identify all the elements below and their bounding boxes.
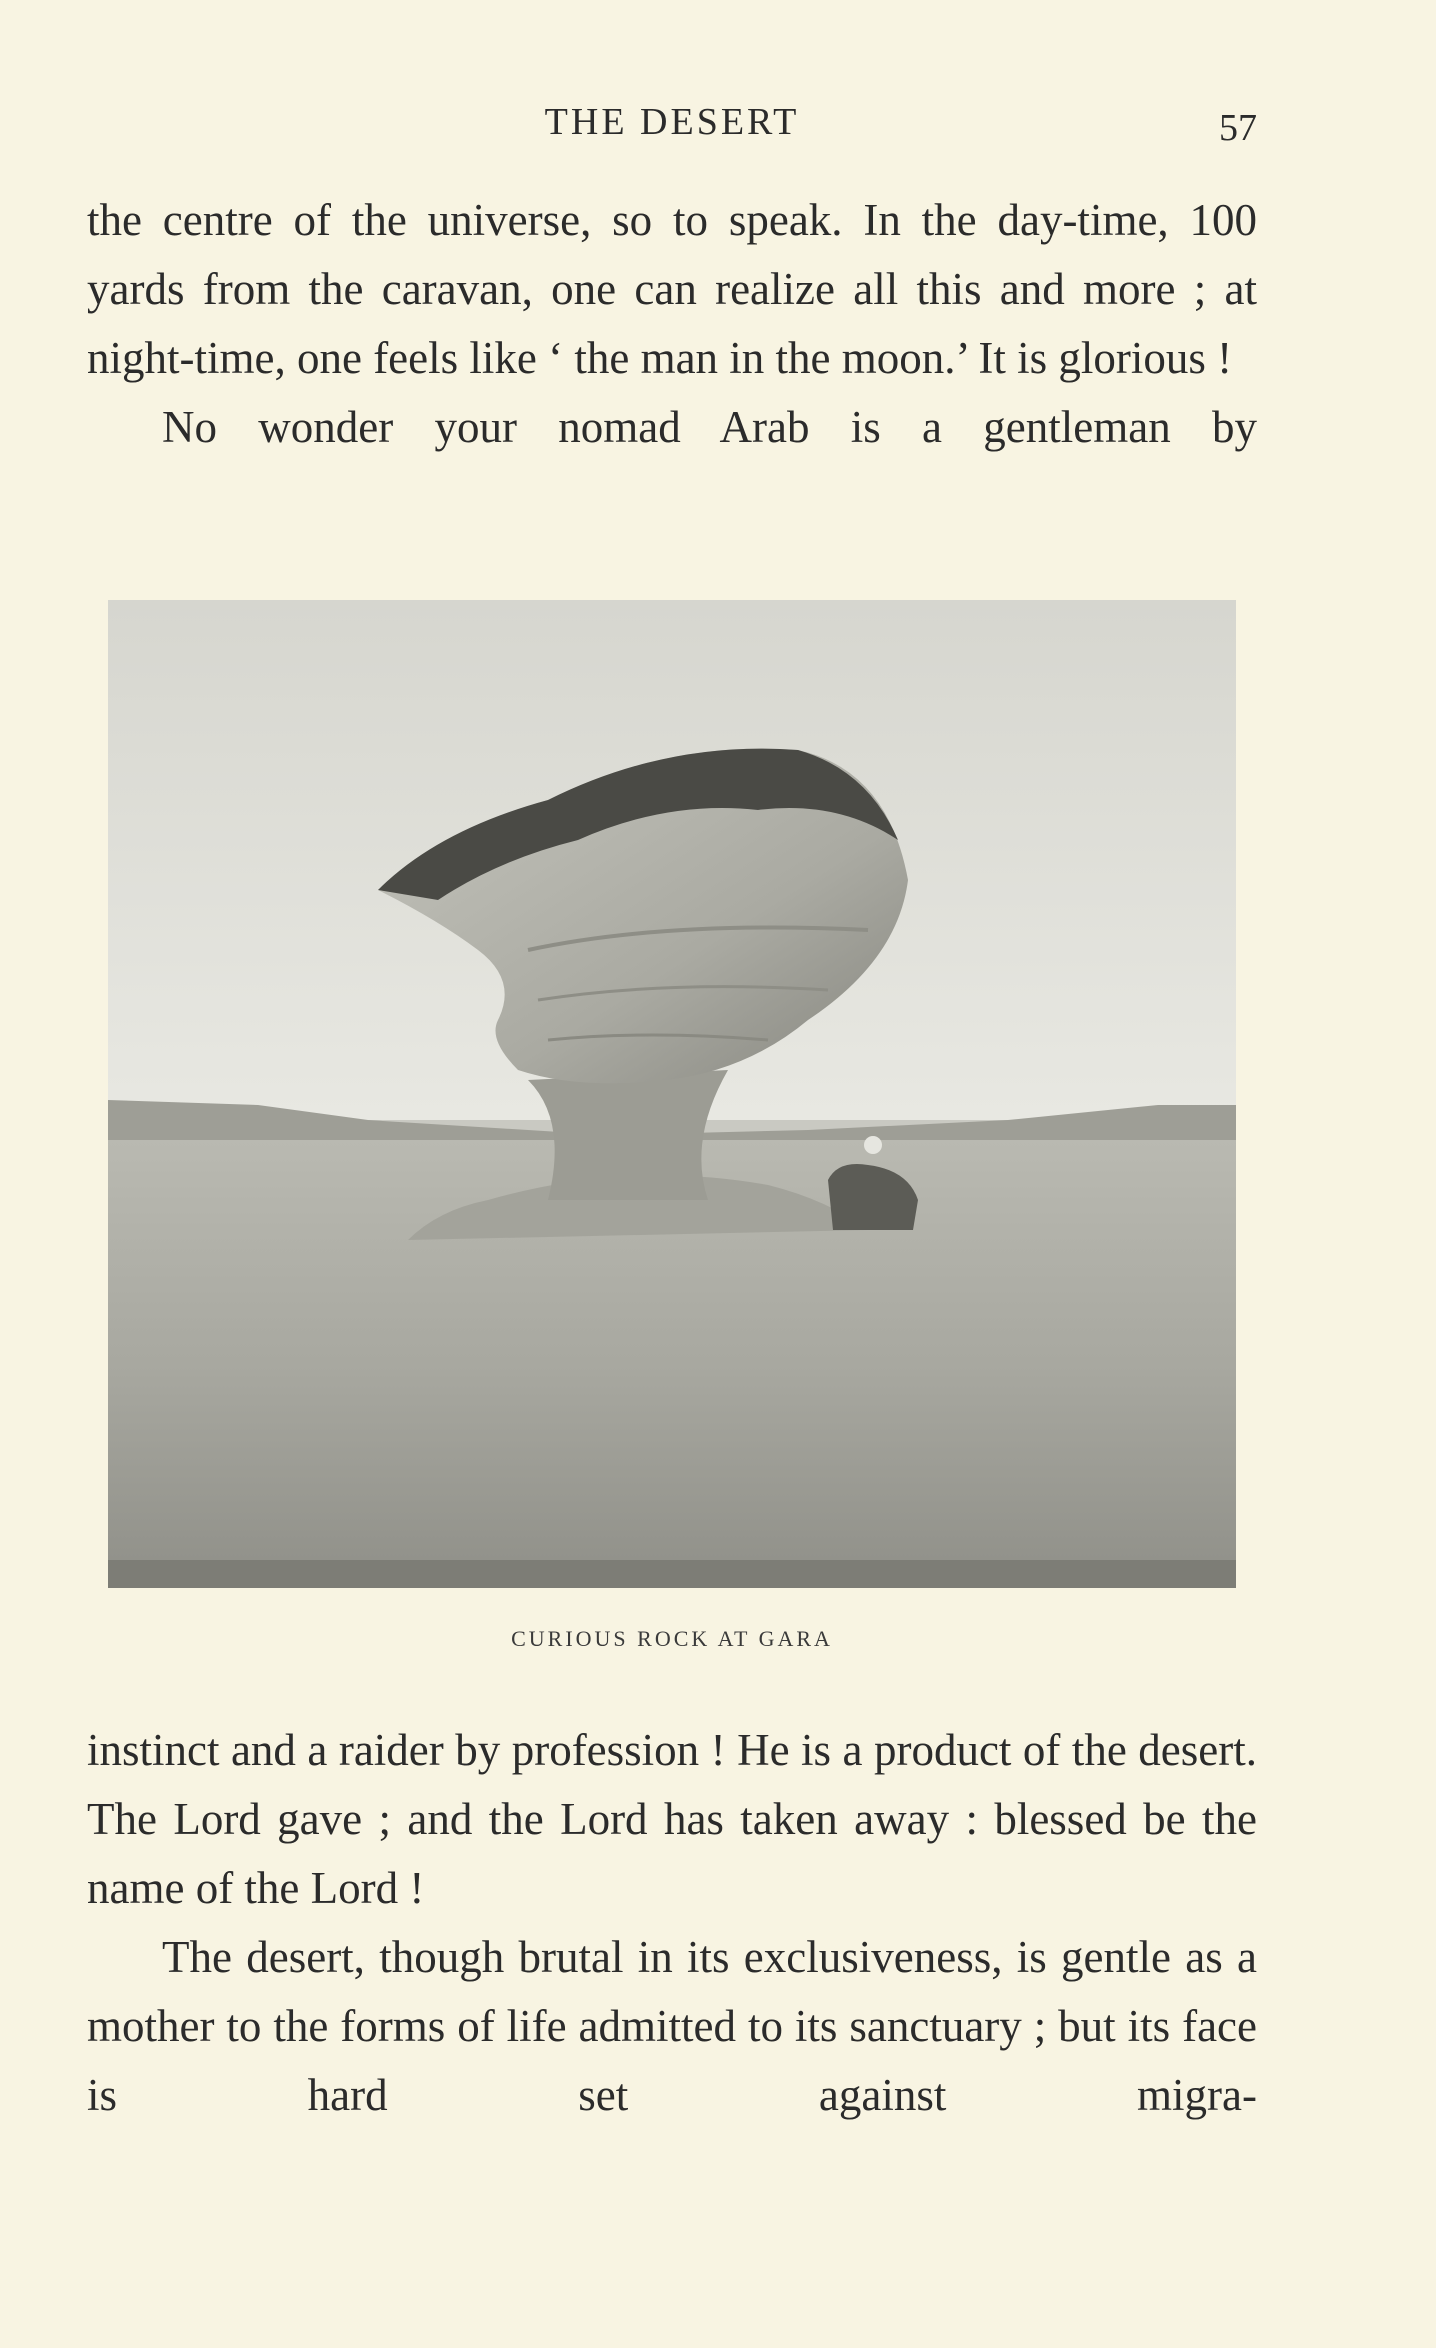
paragraph: The desert, though brutal in its exclusiveness, is gentle as a mother to the forms of life admitted to its sanctuary ; but its face is hard set against migra-	[87, 1932, 1257, 2120]
page-number: 57	[1219, 107, 1257, 149]
paragraph: No wonder your nomad Arab is a gentleman by	[162, 402, 1257, 452]
photograph-curious-rock	[108, 600, 1236, 1588]
bottom-text-block	[87, 1716, 1257, 2130]
paragraph: instinct and a raider by profession ! He is a product of the desert. The Lord gave ; and the Lord has taken away : blessed be the name of the Lord !	[87, 1725, 1257, 1913]
running-title: THE DESERT	[544, 101, 800, 143]
figure-caption: CURIOUS ROCK AT GARA	[511, 1626, 833, 1651]
running-head	[87, 100, 1257, 150]
paragraph: the centre of the universe, so to speak. In the day-time, 100 yards from the caravan, one can realize all this and more ; at night-time, one feels like ‘ the man in the moon.’ It is glorious !	[87, 195, 1257, 383]
top-text-block	[87, 186, 1257, 462]
